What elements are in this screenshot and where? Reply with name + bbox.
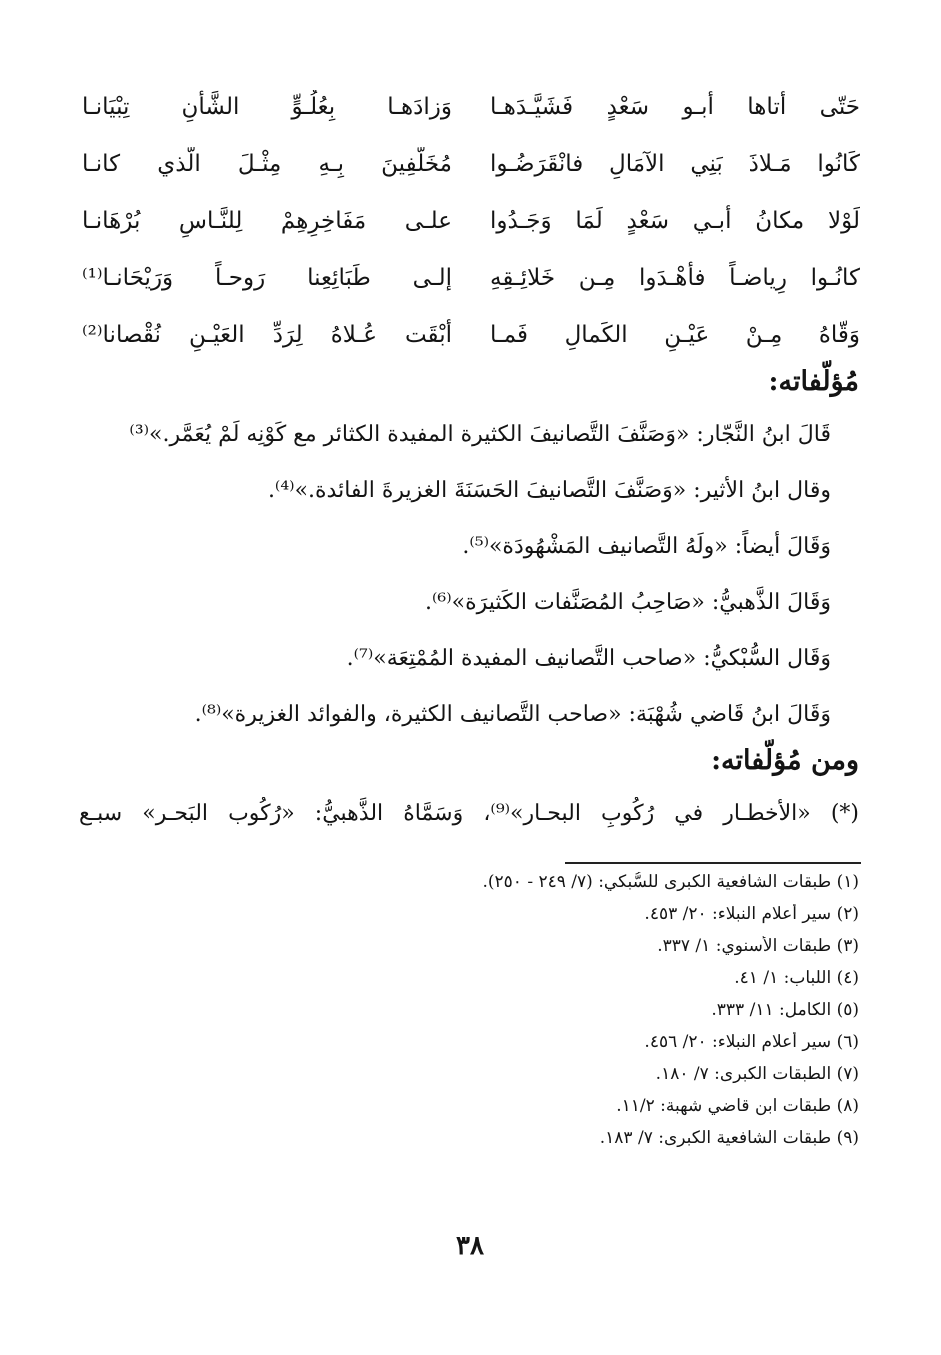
verse-row xyxy=(82,135,860,192)
verse-row xyxy=(82,306,860,363)
verse-second-hemistich: إلـى طَبَائِعِنا رَوحـاً وَرَيْحَانـا⁽¹⁾ xyxy=(82,264,452,291)
section-heading-from-works: ومن مُؤلّفاته: xyxy=(711,745,859,776)
verse-second-hemistich: أبْقَت عُـلاهُ لِرَدِّ العَيْـنِ نُقْصانا⁽²⁾ xyxy=(82,321,452,348)
quote-line: وَقَالَ الذَّهبيُّ: «صَاحِبُ المُصَنَّفات الكَثيرَة»⁽⁶⁾. xyxy=(425,590,831,615)
verse-first-hemistich: كَانُوا مَـلاذَ بَنِي الآمَالِ فانْقَرَضُـوا xyxy=(490,150,860,177)
quote-line: وَقَال السُّبْكيُّ: «صاحب التَّصانيف المفيدة المُمْتِعَة»⁽⁷⁾. xyxy=(346,646,831,671)
verse-second-hemistich: مُخَلَّفِينَ بِـهِ مِثْـلَ الَّذي كانـا xyxy=(82,150,452,177)
footnotes-list xyxy=(359,872,859,1160)
page-number: ٣٨ xyxy=(456,1231,484,1261)
verse-row xyxy=(82,78,860,135)
footnote: (٢) سير أعلام النبلاء: ٢٠/ ٤٥٣. xyxy=(644,904,859,924)
verse-second-hemistich: وَزادَهـا بِعُلُـوٍّ الشَّأنِ تِبْيَانـا xyxy=(82,93,452,120)
verse-row xyxy=(82,192,860,249)
quote-line: وَقَالَ ابنُ قَاضي شُهْبَة: «صاحب التَّصانيف الكثيرة، والفوائد الغزيرة»⁽⁸⁾. xyxy=(194,702,831,727)
verse-first-hemistich: وَقّاهُ مِـنْ عَيْـنِ الكَمالِ فَمـا xyxy=(490,321,860,348)
quote-line: قَالَ ابنُ النَّجّار: «وَصَنَّفَ التَّصانيفَ الكثيرة المفيدة الكثائر مع كَوْنِه لَمْ يُعَمَّر.»⁽³⁾ xyxy=(129,422,831,447)
footnote: (٤) اللباب: ١/ ٤١. xyxy=(734,968,859,988)
quotes-list xyxy=(71,418,831,754)
body-text-line: (*) «الأخطـار في رُكُوبِ البحـار»⁽⁹⁾، وَسَمَّاهُ الذَّهبيُّ: «رُكُوب البَحـر» سبـع xyxy=(79,801,859,826)
poem-verses xyxy=(82,78,860,363)
verse-row xyxy=(82,249,860,306)
section-heading-works: مُؤلّفاته: xyxy=(768,366,859,397)
footnote: (٣) طبقات الأسنوي: ١/ ٣٣٧. xyxy=(657,936,859,956)
verse-first-hemistich: حَتّى أتاها أبـو سَعْدٍ فَشَيَّـدَهـا xyxy=(490,93,860,120)
quote-line: وقال ابنُ الأثير: «وَصَنَّفَ التَّصانيفَ الحَسَنَةَ الغزيرةَ الفائدة.»⁽⁴⁾. xyxy=(267,478,831,503)
footnote: (٥) الكامل: ١١/ ٣٣٣. xyxy=(711,1000,859,1020)
footnote: (٧) الطبقات الكبرى: ٧/ ١٨٠. xyxy=(655,1064,859,1084)
footnote: (٨) طبقات ابن قاضي شهبة: ١١/٢. xyxy=(616,1096,859,1116)
footnote-divider xyxy=(565,862,861,864)
verse-first-hemistich: كانُـوا رِياضـاً فأهْـدَوا مِـن خَلائِـقِهِ xyxy=(490,264,860,291)
verse-second-hemistich: علـى مَفَاخِرِهِمْ لِلنَّـاسِ بُرْهَانـا xyxy=(82,207,452,234)
verse-first-hemistich: لَوْلا مكانُ أبـي سَعْدٍ لَمَا وَجَـدُوا xyxy=(490,207,860,234)
quote-line: وَقَالَ أيضاً: «ولَهُ التَّصانيف المَشْهُودَة»⁽⁵⁾. xyxy=(462,534,831,559)
footnote: (٦) سير أعلام النبلاء: ٢٠/ ٤٥٦. xyxy=(644,1032,859,1052)
footnote: (٩) طبقات الشافعية الكبرى: ٧/ ١٨٣. xyxy=(599,1128,859,1148)
footnote: (١) طبقات الشافعية الكبرى للسُّبكي: (٧/ ٢٤٩ - ٢٥٠). xyxy=(482,872,859,892)
